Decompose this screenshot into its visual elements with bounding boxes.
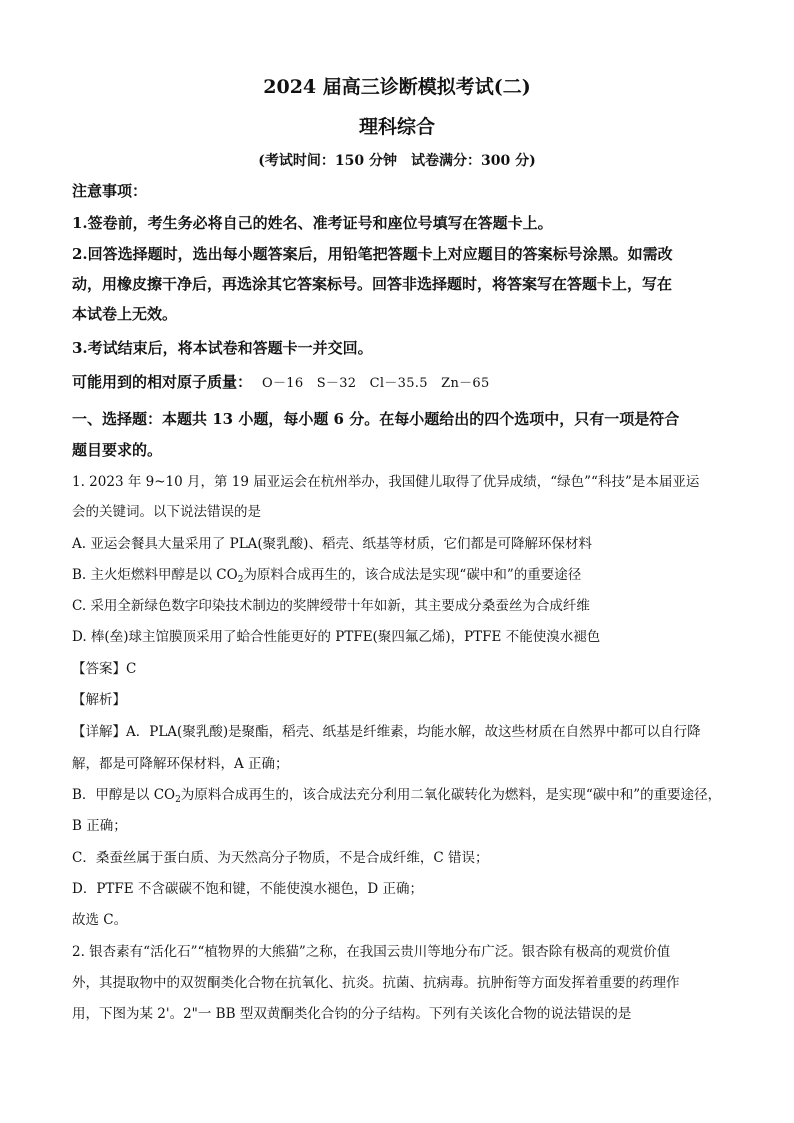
notice-heading: 注意事项： — [72, 182, 148, 200]
atomic-mass-values: O－16 S－32 Cl－35.5 Zn－65 — [262, 376, 490, 391]
question-1-detail-line-4: B 正确； — [72, 818, 127, 834]
subject-title: 理科综合 — [358, 116, 435, 138]
question-1-option-a: A. 亚运会餐具大量采用了 PLA(聚乳酸)、稻壳、纸基等材质，它们都是可降解环保材料 — [72, 536, 592, 552]
question-1-detail-line-6: D．PTFE 不含碳碳不饱和键，不能使溴水褪色，D 正确； — [72, 881, 424, 897]
question-1-answer: 【答案】C — [72, 661, 137, 677]
exam-time-info: (考试时间：150 分钟 试卷满分：300 分) — [258, 153, 536, 169]
detail-b-text-1: B．甲醇是以 CO — [72, 787, 176, 803]
question-1-analysis-label: 【解析】 — [72, 692, 126, 708]
option-b-subscript: 2 — [237, 575, 244, 585]
question-1-detail-line-1: 【详解】A．PLA(聚乳酸)是聚酯，稻壳、纸基是纤维素，均能水解，故这些材质在自然界中都可以自行降 — [72, 724, 701, 740]
option-b-text-1: B. 主火炬燃料甲醇是以 CO — [72, 567, 238, 583]
exam-title: 2024 届高三诊断模拟考试(二) — [263, 76, 531, 98]
atomic-mass-line — [72, 372, 722, 394]
detail-b-subscript: 2 — [175, 795, 181, 805]
question-2-stem-line-1: 2. 银杏素有“活化石”“植物界的大熊猫”之称，在我国云贵川等地分布广泛。银杏除有极高的观赏价值 — [72, 944, 671, 960]
question-1-option-b — [72, 565, 722, 590]
notice-item-3: 3.考试结束后，将本试卷和答题卡一并交回。 — [72, 339, 373, 357]
notice-item-1: 1.签卷前，考生务必将自己的姓名、准考证号和座位号填写在答题卡上。 — [72, 214, 553, 232]
notice-item-2-line-2: 动，用橡皮擦干净后，再选涂其它答案标号。回答非选择题时，将答案写在答题卡上，写在 — [72, 275, 673, 293]
option-b-text-2: 为原料合成再生的，该合成法是实现“碳中和”的重要途径 — [243, 567, 582, 583]
question-1-detail-line-2: 解，都是可降解环保材料，A 正确； — [72, 756, 289, 772]
question-1-option-d: D. 棒(垒)球主馆膜顶采用了蛤合性能更好的 PTFE(聚四氟乙烯)，PTFE 不能使溴水褪色 — [72, 629, 601, 645]
notice-item-2-line-1: 2.回答选择题时，选出每小题答案后，用铅笔把答题卡上对应题目的答案标号涂黑。如需改 — [72, 245, 673, 263]
question-1-stem-line-1: 1. 2023 年 9~10 月，第 19 届亚运会在杭州举办，我国健儿取得了优异成绩，“绿色”“科技”是本届亚运 — [72, 474, 700, 490]
atomic-mass-label: 可能用到的相对原子质量： — [72, 373, 253, 391]
section-1-heading-line-2: 题目要求的。 — [72, 441, 163, 459]
question-2-stem-line-3: 用，下图为某 2'。2"一 BB 型双黄酮类化合钧的分子结构。下列有关该化合物的说法错误的是 — [72, 1006, 632, 1022]
question-1-detail-line-7: 故选 C。 — [72, 912, 128, 928]
question-2-stem-line-2: 外，其提取物中的双贺酮类化合物在抗氧化、抗炎。抗菌、抗病毒。抗肿衔等方面发挥着重要的药理作 — [72, 975, 680, 991]
question-1-option-c: C. 采用全新绿色数字印染技术制边的奖牌绶带十年如新，其主要成分桑蚕丝为合成纤维 — [72, 598, 590, 614]
question-1-detail-line-5: C．桑蚕丝属于蛋白质、为天然高分子物质，不是合成纤维，C 错误； — [72, 850, 489, 866]
section-1-heading-line-1: 一、选择题：本题共 13 小题，每小题 6 分。在每小题给出的四个选项中，只有一项是符合 — [72, 410, 680, 428]
notice-item-2-line-3: 本试卷上无效。 — [72, 305, 178, 323]
question-1-stem-line-2: 会的关键词。以下说法错误的是 — [72, 504, 261, 520]
detail-b-text-2: 为原料合成再生的，该合成法充分利用二氧化碳转化为燃料，是实现“碳中和”的重要途径， — [180, 787, 722, 803]
question-1-detail-line-3 — [72, 785, 722, 810]
